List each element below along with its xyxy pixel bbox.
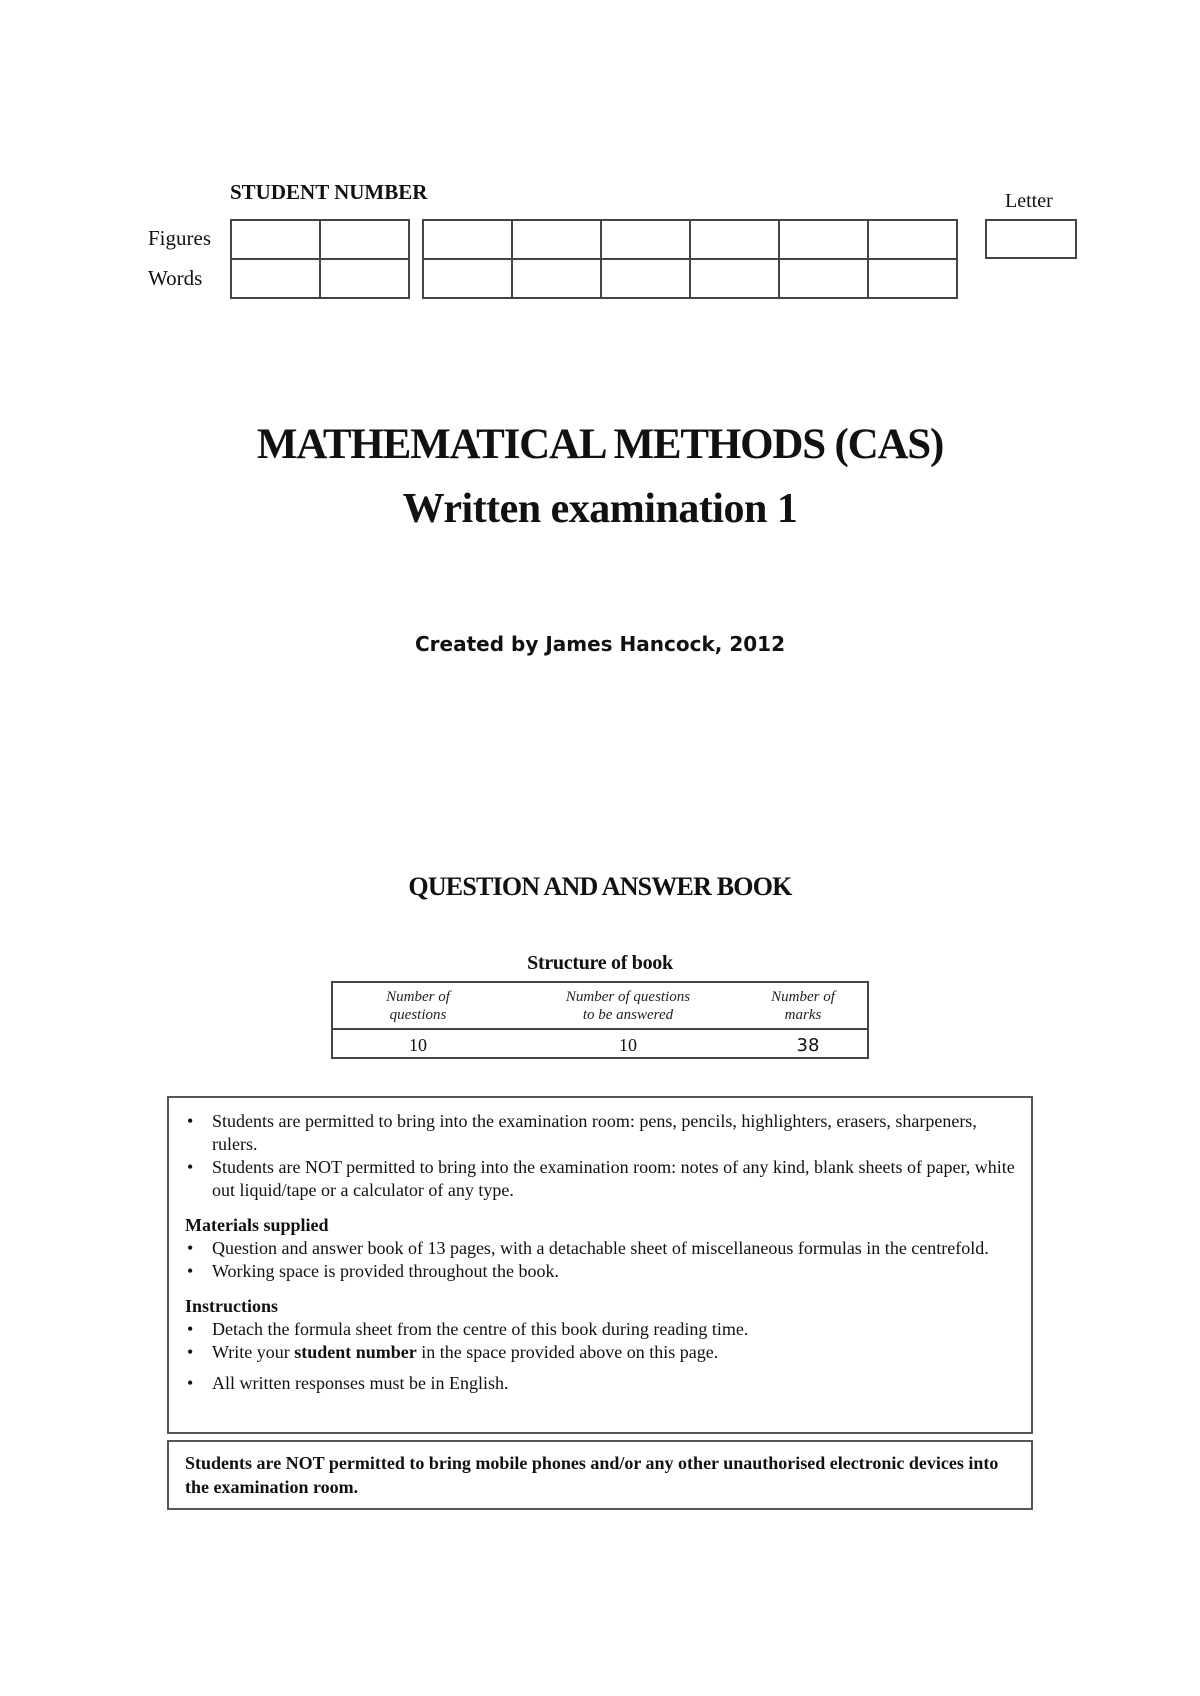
word-box[interactable] xyxy=(601,259,690,298)
word-box[interactable] xyxy=(231,259,320,298)
header-number-of-marks xyxy=(743,988,863,1024)
word-box[interactable] xyxy=(779,259,868,298)
figure-box[interactable] xyxy=(601,220,690,259)
write-suffix: in the space provided above on this page. xyxy=(416,1342,719,1362)
structure-caption: Structure of book xyxy=(527,952,673,974)
header-questions-to-answer xyxy=(513,988,743,1024)
structure-table xyxy=(331,981,869,1059)
student-number-grid-main xyxy=(422,219,958,299)
value-number-of-marks: 38 xyxy=(796,1035,820,1056)
figure-box[interactable] xyxy=(690,220,779,259)
write-prefix: Write your xyxy=(212,1342,295,1362)
materials-heading: Materials supplied xyxy=(185,1215,329,1235)
list-item: • All written responses must be in English. xyxy=(185,1372,1015,1395)
instructions-box xyxy=(167,1096,1033,1434)
created-by: Created by James Hancock, 2012 xyxy=(415,632,785,656)
word-box[interactable] xyxy=(512,259,601,298)
words-label: Words xyxy=(148,266,203,290)
header-line: Number of xyxy=(771,989,835,1005)
permitted-list xyxy=(185,1110,1015,1202)
value-questions-to-answer: 10 xyxy=(619,1035,637,1055)
instructions-heading: Instructions xyxy=(185,1296,279,1316)
instructions-list xyxy=(185,1318,1015,1395)
structure-header-row xyxy=(333,983,867,1030)
list-item: • Students are permitted to bring into the examination room: pens, pencils, highlighters, erasers, sharpeners, rulers. xyxy=(185,1110,1015,1156)
write-bold: student number xyxy=(294,1342,417,1362)
header-line: to be answered xyxy=(582,1007,674,1023)
word-box[interactable] xyxy=(423,259,512,298)
figure-box[interactable] xyxy=(320,220,409,259)
word-box[interactable] xyxy=(690,259,779,298)
figure-box[interactable] xyxy=(868,220,957,259)
list-item: • Detach the formula sheet from the centre of this book during reading time. xyxy=(185,1318,1015,1341)
student-number-grid-prefix xyxy=(230,219,410,299)
list-item: • Students are NOT permitted to bring into the examination room: notes of any kind, blank sheets of paper, white out liquid/tape or a calculator of any type. xyxy=(185,1156,1015,1202)
header-number-of-questions xyxy=(363,988,473,1024)
exam-title: MATHEMATICAL METHODS (CAS) xyxy=(256,421,944,468)
list-item: • Working space is provided throughout the book. xyxy=(185,1260,1015,1283)
value-number-of-questions: 10 xyxy=(409,1035,427,1055)
book-heading: QUESTION AND ANSWER BOOK xyxy=(408,872,792,901)
list-item: • Question and answer book of 13 pages, with a detachable sheet of miscellaneous formulas in the centrefold. xyxy=(185,1237,1015,1260)
figure-box[interactable] xyxy=(231,220,320,259)
figure-box[interactable] xyxy=(512,220,601,259)
exam-subtitle: Written examination 1 xyxy=(402,486,798,532)
student-letter-grid xyxy=(985,219,1077,259)
word-box[interactable] xyxy=(868,259,957,298)
list-item xyxy=(185,1341,1015,1364)
figure-box[interactable] xyxy=(423,220,512,259)
figure-box[interactable] xyxy=(779,220,868,259)
mobile-phone-warning: Students are NOT permitted to bring mobile phones and/or any other unauthorised electronic devices into the examination room. xyxy=(167,1440,1033,1510)
letter-box[interactable] xyxy=(986,220,1076,258)
figures-label: Figures xyxy=(148,226,211,250)
header-line: marks xyxy=(784,1007,822,1023)
word-box[interactable] xyxy=(320,259,409,298)
header-line: Number of xyxy=(386,989,450,1005)
materials-list xyxy=(185,1237,1015,1283)
header-line: Number of questions xyxy=(565,989,691,1005)
header-line: questions xyxy=(389,1007,447,1023)
letter-label: Letter xyxy=(1005,190,1053,212)
student-number-title: STUDENT NUMBER xyxy=(230,180,428,204)
